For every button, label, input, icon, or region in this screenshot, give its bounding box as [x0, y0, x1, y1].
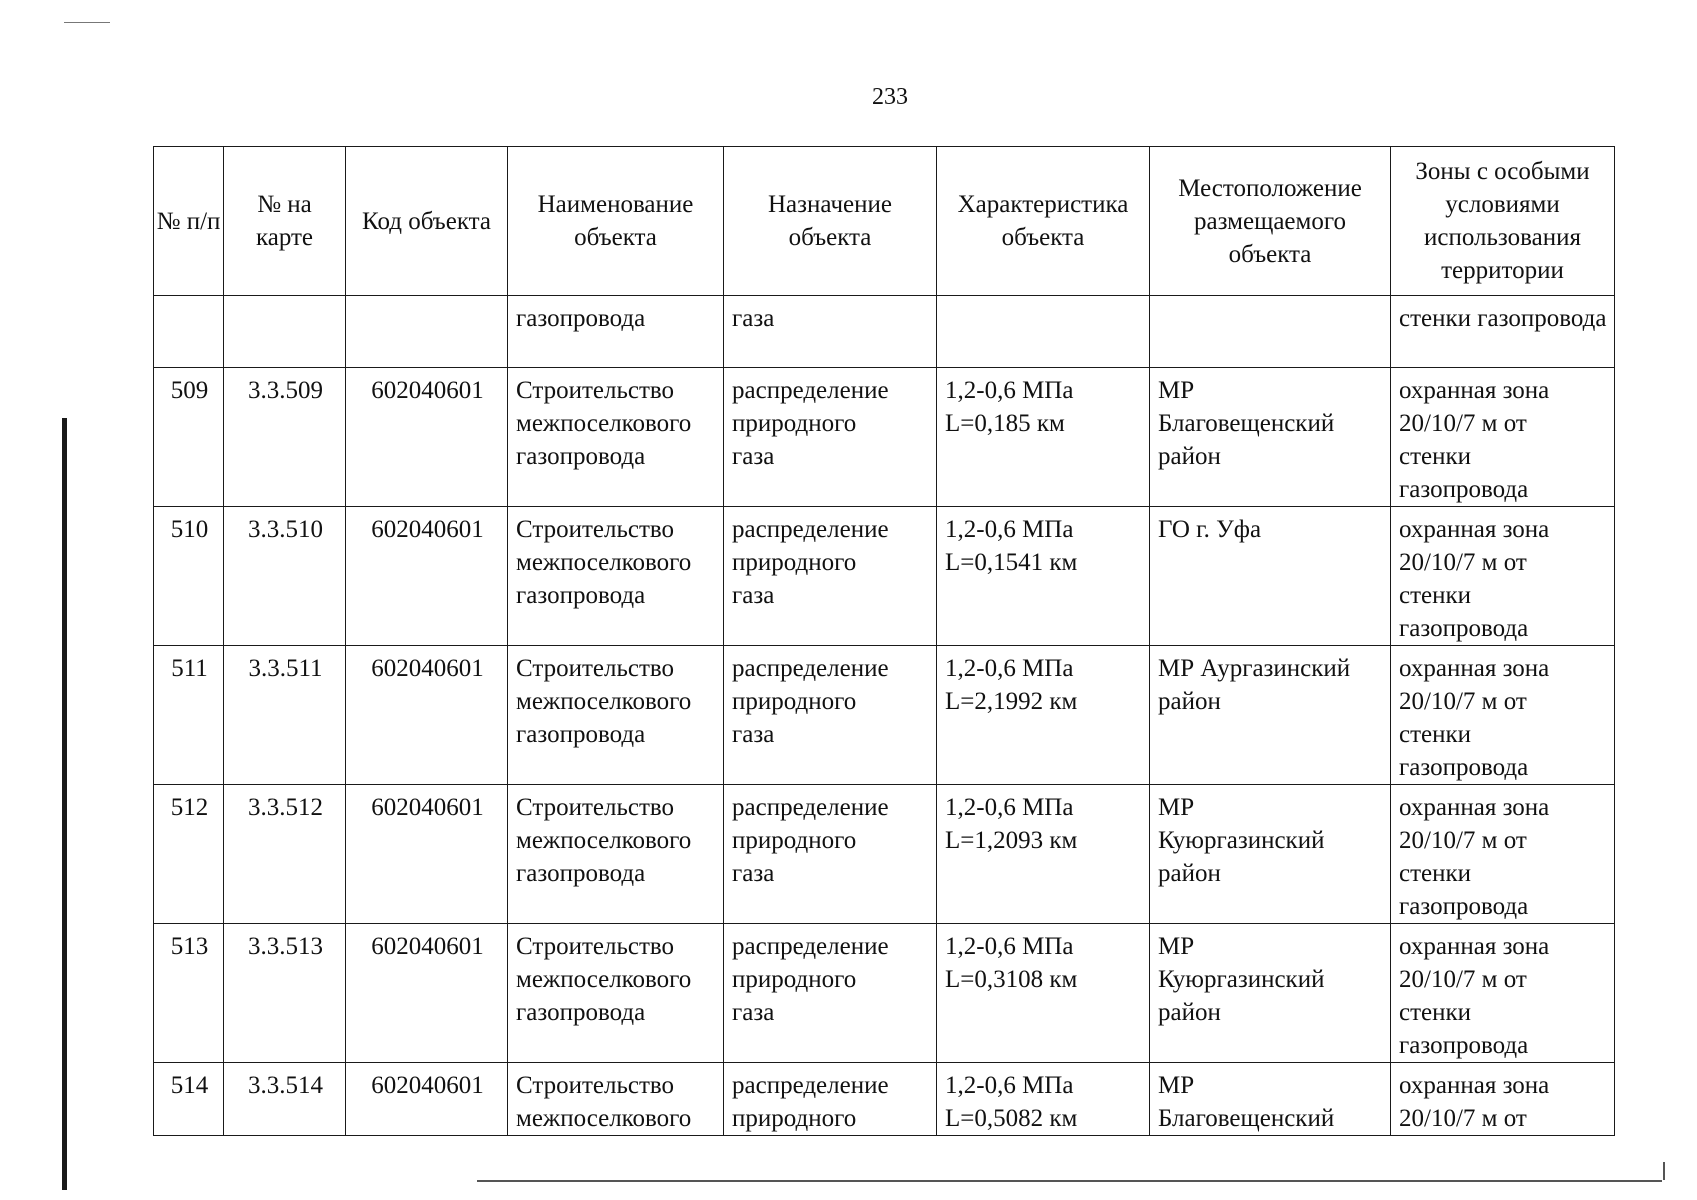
- cell-special-zones-line: стенки: [1399, 443, 1472, 470]
- header-cell-characteristics: Характеристика объекта: [937, 147, 1150, 296]
- cell-object-code: 602040601: [346, 924, 508, 1063]
- cell-special-zones: [1391, 368, 1615, 507]
- cell-map-number: 3.3.512: [224, 785, 346, 924]
- cell-location-line: МР Аургазинский: [1158, 655, 1351, 682]
- cell-purpose: газа: [724, 296, 937, 368]
- cell-special-zones-line: охранная зона: [1399, 794, 1550, 821]
- cell-special-zones-line: 20/10/7 м от: [1399, 549, 1527, 576]
- cell-object-name: газопровода: [508, 296, 724, 368]
- cell-object-name: [508, 507, 724, 646]
- cell-purpose-line: газа: [732, 860, 775, 887]
- cell-special-zones-line: газопровода: [1399, 1032, 1529, 1059]
- cell-characteristics-line: 1,2-0,6 МПа: [945, 794, 1074, 821]
- cell-purpose-line: распределение: [732, 933, 889, 960]
- cell-object-name: [508, 924, 724, 1063]
- cell-number: 510: [154, 507, 224, 646]
- cell-special-zones-line: стенки: [1399, 860, 1472, 887]
- cell-map-number: 3.3.511: [224, 646, 346, 785]
- cell-location-line: ГО г. Уфа: [1158, 516, 1262, 543]
- cell-special-zones-line: 20/10/7 м от: [1399, 966, 1527, 993]
- cell-characteristics: [937, 1063, 1150, 1136]
- cell-characteristics-line: L=1,2093 км: [945, 827, 1078, 854]
- cell-location-line: МР: [1158, 933, 1195, 960]
- cell-characteristics-line: L=0,5082 км: [945, 1105, 1078, 1132]
- cell-location: [1150, 785, 1391, 924]
- cell-purpose-line: природного: [732, 966, 857, 993]
- cell-object-name-line: межпоселкового: [516, 966, 692, 993]
- cell-characteristics: [937, 507, 1150, 646]
- cell-object-name-line: Строительство: [516, 794, 675, 821]
- cell-location-line: район: [1158, 443, 1221, 470]
- cell-characteristics-line: L=0,185 км: [945, 410, 1065, 437]
- cell-map-number: 3.3.513: [224, 924, 346, 1063]
- cell-object-name-line: Строительство: [516, 516, 675, 543]
- cell-purpose-line: распределение: [732, 655, 889, 682]
- cell-special-zones-line: стенки: [1399, 999, 1472, 1026]
- cell-purpose-line: распределение: [732, 516, 889, 543]
- table-row: [154, 1063, 1615, 1136]
- cell-number: 514: [154, 1063, 224, 1136]
- cell-special-zones-line: 20/10/7 м от: [1399, 688, 1527, 715]
- cell-location: [1150, 507, 1391, 646]
- cell-location: [1150, 1063, 1391, 1136]
- cell-object-name-line: газопровода: [516, 443, 646, 470]
- cell-characteristics: [937, 924, 1150, 1063]
- cell-purpose-line: распределение: [732, 1072, 889, 1099]
- cell-object-name: [508, 368, 724, 507]
- cell-object-name-line: газопровода: [516, 721, 646, 748]
- header-cell-object-name: Наименование объекта: [508, 147, 724, 296]
- cell-characteristics-line: L=2,1992 км: [945, 688, 1078, 715]
- cell-purpose: [724, 924, 937, 1063]
- cell-map-number: 3.3.509: [224, 368, 346, 507]
- cell-purpose-line: распределение: [732, 377, 889, 404]
- cell-characteristics: [937, 785, 1150, 924]
- cell-special-zones-line: стенки: [1399, 582, 1472, 609]
- cell-object-name-line: газопровода: [516, 860, 646, 887]
- cell-characteristics: [937, 368, 1150, 507]
- cell-special-zones-line: охранная зона: [1399, 516, 1550, 543]
- cell-purpose-line: природного: [732, 410, 857, 437]
- cell-object-name: [508, 646, 724, 785]
- cell-purpose-line: природного: [732, 549, 857, 576]
- cell-location: [1150, 368, 1391, 507]
- cell-purpose-line: газа: [732, 721, 775, 748]
- header-cell-object-code: Код объекта: [346, 147, 508, 296]
- cell-map-number: 3.3.514: [224, 1063, 346, 1136]
- cell-special-zones-line: стенки: [1399, 721, 1472, 748]
- cell-purpose: [724, 507, 937, 646]
- cell-characteristics-line: 1,2-0,6 МПа: [945, 1072, 1074, 1099]
- cell-characteristics: [937, 646, 1150, 785]
- scan-artifact-right-tick: [1663, 1162, 1665, 1180]
- cell-location-line: район: [1158, 860, 1221, 887]
- cell-number: 509: [154, 368, 224, 507]
- cell-object-name-line: Строительство: [516, 1072, 675, 1099]
- table-row-continuation: [154, 296, 1615, 368]
- cell-special-zones-line: охранная зона: [1399, 933, 1550, 960]
- cell-special-zones: [1391, 785, 1615, 924]
- cell-location: [1150, 646, 1391, 785]
- header-cell-purpose: Назначение объекта: [724, 147, 937, 296]
- cell-location-line: Благовещенский: [1158, 410, 1335, 437]
- cell-characteristics-line: 1,2-0,6 МПа: [945, 933, 1074, 960]
- cell-purpose: [724, 646, 937, 785]
- cell-purpose: [724, 785, 937, 924]
- cell-purpose-line: природного: [732, 827, 857, 854]
- objects-table: [153, 146, 1615, 1136]
- cell-object-name: [508, 1063, 724, 1136]
- cell-location: [1150, 924, 1391, 1063]
- cell-purpose-line: природного: [732, 688, 857, 715]
- cell-object-name-line: межпоселкового: [516, 410, 692, 437]
- cell-special-zones: [1391, 1063, 1615, 1136]
- cell-characteristics: [937, 296, 1150, 368]
- cell-purpose-line: газа: [732, 443, 775, 470]
- cell-object-name: [508, 785, 724, 924]
- cell-location: [1150, 296, 1391, 368]
- scan-artifact-bottom-line: [477, 1180, 1662, 1182]
- cell-special-zones-line: 20/10/7 м от: [1399, 1105, 1527, 1132]
- cell-location-line: МР: [1158, 1072, 1195, 1099]
- cell-location-line: МР: [1158, 794, 1195, 821]
- cell-location-line: Благовещенский: [1158, 1105, 1335, 1132]
- cell-characteristics-line: 1,2-0,6 МПа: [945, 377, 1074, 404]
- cell-special-zones: [1391, 646, 1615, 785]
- cell-number: [154, 296, 224, 368]
- cell-location-line: район: [1158, 999, 1221, 1026]
- table-row: [154, 924, 1615, 1063]
- cell-special-zones-line: 20/10/7 м от: [1399, 410, 1527, 437]
- cell-location-line: район: [1158, 688, 1221, 715]
- cell-location-line: МР: [1158, 377, 1195, 404]
- cell-special-zones-line: 20/10/7 м от: [1399, 827, 1527, 854]
- cell-object-name-line: межпоселкового: [516, 688, 692, 715]
- cell-number: 511: [154, 646, 224, 785]
- cell-special-zones-line: охранная зона: [1399, 1072, 1550, 1099]
- cell-object-code: 602040601: [346, 646, 508, 785]
- table-header-row: [154, 147, 1615, 296]
- cell-purpose-line: распределение: [732, 794, 889, 821]
- cell-special-zones: стенки газопровода: [1391, 296, 1615, 368]
- cell-object-code: 602040601: [346, 785, 508, 924]
- cell-purpose-line: газа: [732, 582, 775, 609]
- cell-number: 512: [154, 785, 224, 924]
- cell-characteristics-line: 1,2-0,6 МПа: [945, 516, 1074, 543]
- cell-object-code: 602040601: [346, 507, 508, 646]
- cell-map-number: [224, 296, 346, 368]
- cell-special-zones: [1391, 507, 1615, 646]
- cell-object-code: [346, 296, 508, 368]
- table-row: [154, 785, 1615, 924]
- cell-purpose-line: газа: [732, 999, 775, 1026]
- cell-characteristics-line: L=0,1541 км: [945, 549, 1078, 576]
- cell-object-name-line: газопровода: [516, 999, 646, 1026]
- cell-location-line: Куюргазинский: [1158, 827, 1325, 854]
- cell-object-name-line: межпоселкового: [516, 549, 692, 576]
- cell-purpose-line: природного: [732, 1105, 857, 1132]
- cell-purpose: [724, 1063, 937, 1136]
- cell-map-number: 3.3.510: [224, 507, 346, 646]
- cell-purpose: [724, 368, 937, 507]
- cell-special-zones-line: газопровода: [1399, 893, 1529, 920]
- scan-artifact-left-bar: [62, 418, 67, 1190]
- cell-special-zones-line: охранная зона: [1399, 655, 1550, 682]
- cell-object-name-line: Строительство: [516, 933, 675, 960]
- cell-characteristics-line: 1,2-0,6 МПа: [945, 655, 1074, 682]
- scan-artifact-top-line: [64, 22, 110, 23]
- cell-number: 513: [154, 924, 224, 1063]
- header-cell-special-zones: Зоны с особыми условиями использования территории: [1391, 147, 1615, 296]
- page-number: 233: [872, 84, 908, 110]
- table-body: [154, 296, 1615, 1136]
- cell-special-zones-line: газопровода: [1399, 754, 1529, 781]
- cell-object-name-line: Строительство: [516, 655, 675, 682]
- cell-object-name-line: межпоселкового: [516, 1105, 692, 1132]
- table-row: [154, 368, 1615, 507]
- cell-special-zones-line: газопровода: [1399, 476, 1529, 503]
- cell-special-zones-line: охранная зона: [1399, 377, 1550, 404]
- table-row: [154, 507, 1615, 646]
- cell-characteristics-line: L=0,3108 км: [945, 966, 1078, 993]
- cell-location-line: Куюргазинский: [1158, 966, 1325, 993]
- cell-object-name-line: межпоселкового: [516, 827, 692, 854]
- cell-object-name-line: Строительство: [516, 377, 675, 404]
- table-row: [154, 646, 1615, 785]
- header-cell-map-number: № на карте: [224, 147, 346, 296]
- cell-special-zones-line: газопровода: [1399, 615, 1529, 642]
- cell-object-code: 602040601: [346, 1063, 508, 1136]
- header-cell-number: № п/п: [154, 147, 224, 296]
- cell-object-code: 602040601: [346, 368, 508, 507]
- header-cell-location: Местоположение размещаемого объекта: [1150, 147, 1391, 296]
- cell-special-zones: [1391, 924, 1615, 1063]
- cell-object-name-line: газопровода: [516, 582, 646, 609]
